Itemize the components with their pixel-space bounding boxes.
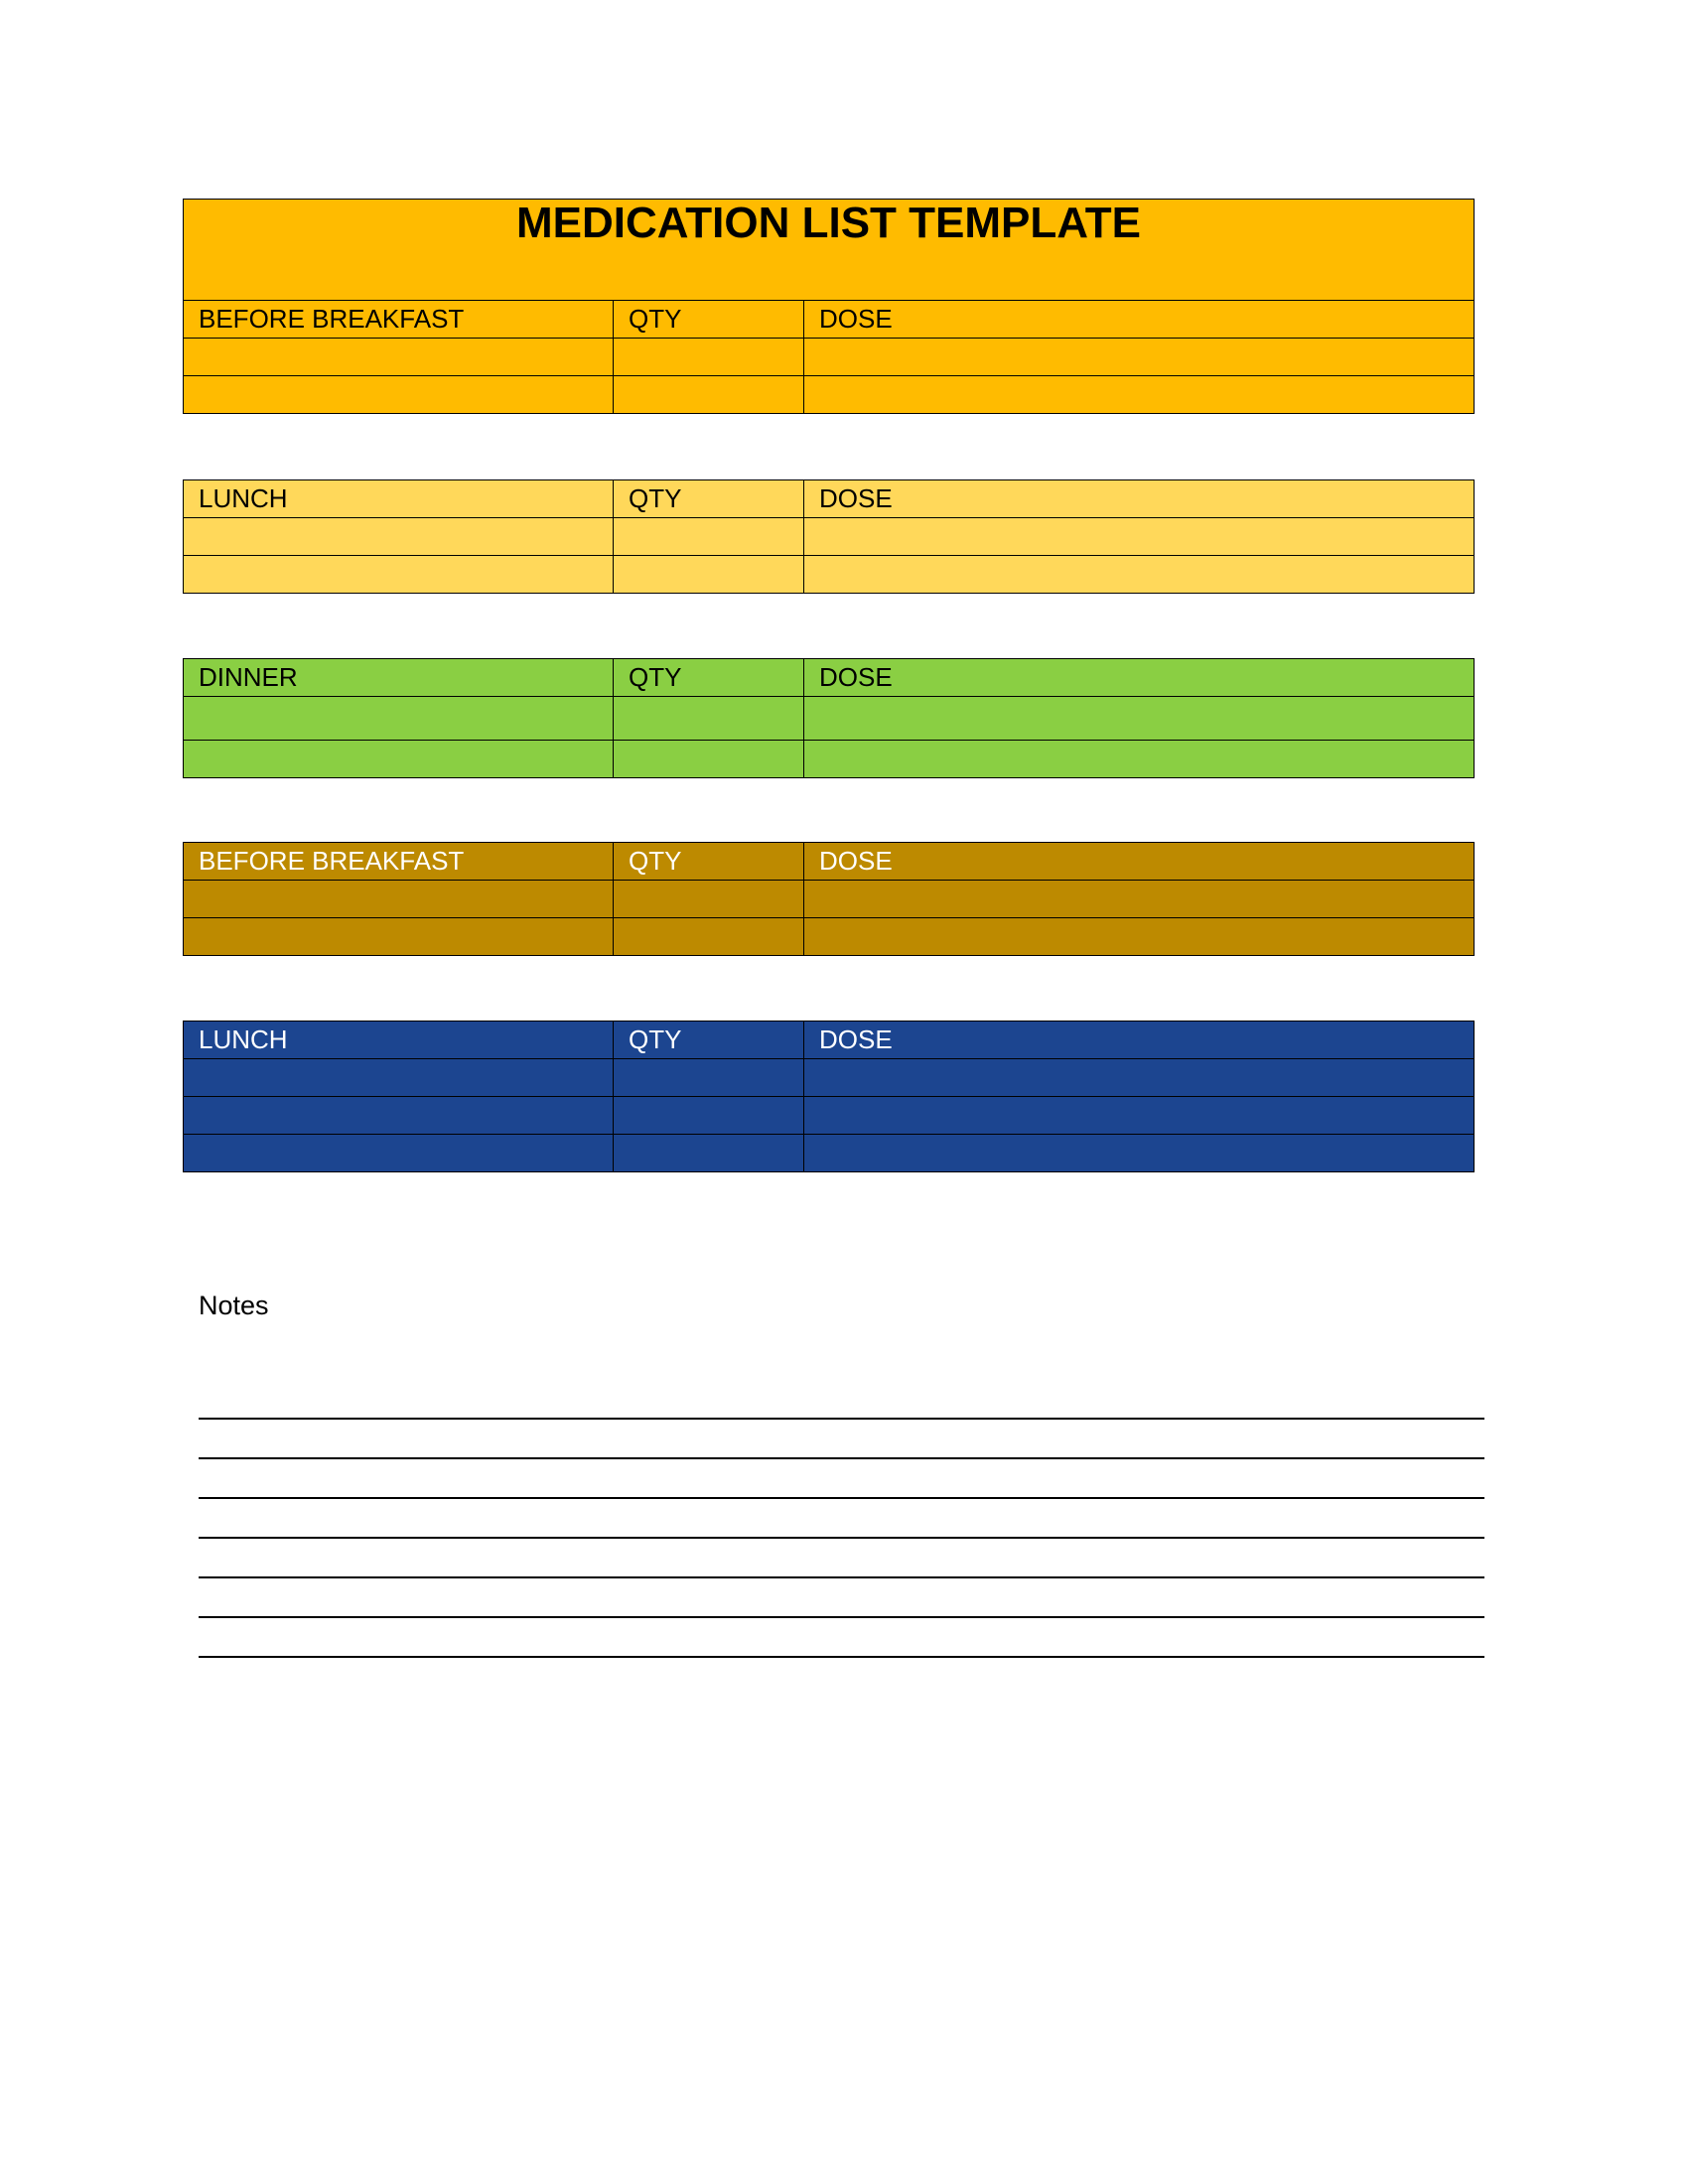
notes-line[interactable] bbox=[199, 1420, 1484, 1459]
table-row bbox=[184, 518, 1475, 556]
qty-cell[interactable] bbox=[614, 556, 804, 594]
dose-header: DOSE bbox=[804, 659, 1475, 697]
qty-cell[interactable] bbox=[614, 339, 804, 376]
qty-header: QTY bbox=[614, 659, 804, 697]
before-breakfast-table-2 bbox=[183, 842, 1475, 956]
medication-cell[interactable] bbox=[184, 741, 614, 778]
qty-header: QTY bbox=[614, 480, 804, 518]
qty-cell[interactable] bbox=[614, 518, 804, 556]
dose-cell[interactable] bbox=[804, 881, 1475, 918]
medication-cell[interactable] bbox=[184, 918, 614, 956]
notes-line[interactable] bbox=[199, 1578, 1484, 1618]
table-header-row bbox=[184, 301, 1475, 339]
medication-cell[interactable] bbox=[184, 339, 614, 376]
dose-cell[interactable] bbox=[804, 918, 1475, 956]
table-header-row bbox=[184, 480, 1475, 518]
table-row bbox=[184, 881, 1475, 918]
medication-cell[interactable] bbox=[184, 1059, 614, 1097]
dose-header: DOSE bbox=[804, 843, 1475, 881]
lunch-table bbox=[183, 479, 1475, 594]
table-row bbox=[184, 339, 1475, 376]
table-row bbox=[184, 1097, 1475, 1135]
qty-cell[interactable] bbox=[614, 741, 804, 778]
notes-lines[interactable] bbox=[199, 1380, 1484, 1658]
table-row bbox=[184, 1135, 1475, 1172]
notes-line[interactable] bbox=[199, 1539, 1484, 1578]
page-title: MEDICATION LIST TEMPLATE bbox=[516, 199, 1141, 247]
title-cell bbox=[184, 200, 1475, 301]
medication-cell[interactable] bbox=[184, 697, 614, 741]
before-breakfast-table bbox=[183, 199, 1475, 414]
section-header: BEFORE BREAKFAST bbox=[184, 301, 614, 339]
dose-cell[interactable] bbox=[804, 556, 1475, 594]
qty-cell[interactable] bbox=[614, 1135, 804, 1172]
section-header: LUNCH bbox=[184, 1022, 614, 1059]
table-row bbox=[184, 376, 1475, 414]
notes-line[interactable] bbox=[199, 1499, 1484, 1539]
dose-cell[interactable] bbox=[804, 1097, 1475, 1135]
qty-header: QTY bbox=[614, 1022, 804, 1059]
dose-header: DOSE bbox=[804, 301, 1475, 339]
section-header: LUNCH bbox=[184, 480, 614, 518]
qty-cell[interactable] bbox=[614, 881, 804, 918]
dose-cell[interactable] bbox=[804, 1135, 1475, 1172]
medication-cell[interactable] bbox=[184, 518, 614, 556]
qty-cell[interactable] bbox=[614, 1097, 804, 1135]
dose-cell[interactable] bbox=[804, 1059, 1475, 1097]
medication-cell[interactable] bbox=[184, 881, 614, 918]
table-header-row bbox=[184, 843, 1475, 881]
dinner-table bbox=[183, 658, 1475, 778]
dose-cell[interactable] bbox=[804, 697, 1475, 741]
section-header: DINNER bbox=[184, 659, 614, 697]
section-header: BEFORE BREAKFAST bbox=[184, 843, 614, 881]
table-row bbox=[184, 556, 1475, 594]
dose-header: DOSE bbox=[804, 480, 1475, 518]
notes-line[interactable] bbox=[199, 1459, 1484, 1499]
qty-header: QTY bbox=[614, 301, 804, 339]
dose-cell[interactable] bbox=[804, 376, 1475, 414]
medication-cell[interactable] bbox=[184, 376, 614, 414]
notes-line[interactable] bbox=[199, 1618, 1484, 1658]
medication-cell[interactable] bbox=[184, 1135, 614, 1172]
dose-cell[interactable] bbox=[804, 741, 1475, 778]
table-row bbox=[184, 918, 1475, 956]
medication-cell[interactable] bbox=[184, 1097, 614, 1135]
dose-cell[interactable] bbox=[804, 518, 1475, 556]
table-header-row bbox=[184, 659, 1475, 697]
qty-header: QTY bbox=[614, 843, 804, 881]
table-row bbox=[184, 1059, 1475, 1097]
qty-cell[interactable] bbox=[614, 918, 804, 956]
notes-line[interactable] bbox=[199, 1380, 1484, 1420]
table-header-row bbox=[184, 1022, 1475, 1059]
notes-label: Notes bbox=[199, 1291, 269, 1320]
table-row bbox=[184, 697, 1475, 741]
dose-cell[interactable] bbox=[804, 339, 1475, 376]
qty-cell[interactable] bbox=[614, 697, 804, 741]
table-row bbox=[184, 741, 1475, 778]
qty-cell[interactable] bbox=[614, 376, 804, 414]
qty-cell[interactable] bbox=[614, 1059, 804, 1097]
medication-cell[interactable] bbox=[184, 556, 614, 594]
dose-header: DOSE bbox=[804, 1022, 1475, 1059]
lunch-table-2 bbox=[183, 1021, 1475, 1172]
